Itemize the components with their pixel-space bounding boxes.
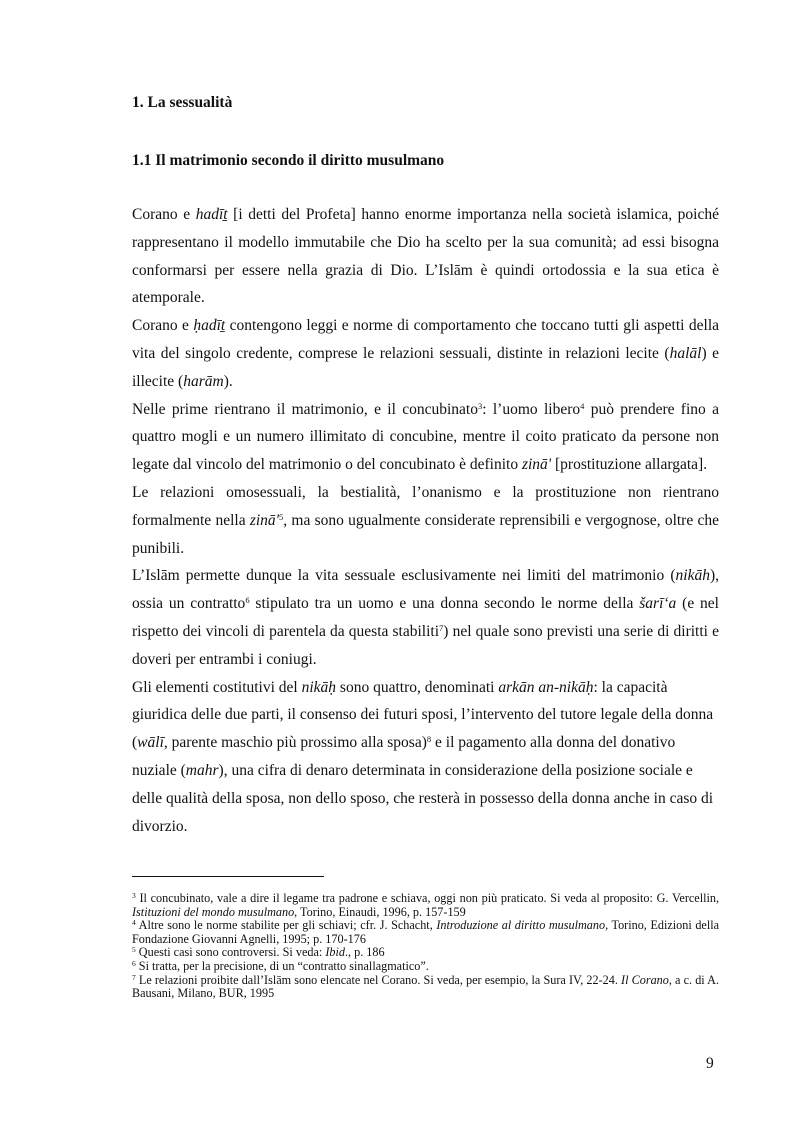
paragraph: Nelle prime rientrano il matrimonio, e il concubinato$^3$: l’uomo libero$^4$ può prendere fino a quattro mogli e un numero illimitato di concubine, mentre il coito praticato da persone non legate dal vincolo del matrimonio o del concubinato è definito zinā' [prostituzione allargata]. [132,400,719,474]
section-heading: 1. La sessualità [132,94,233,111]
footnote-ref: 8 [426,734,432,745]
footnote: $^3$ Il concubinato, vale a dire il legame tra padrone e schiava, oggi non più praticato. Si veda al proposito: G. Vercellin, Istituzioni del mondo musulmano, Torino, Einaudi, 1996, p. 157-159 [132,891,719,919]
body-text [132,201,719,840]
footnote-ref: 5 [279,511,284,522]
page-number: 9 [706,1055,714,1072]
paragraph: Corano e hadīṯ [i detti del Profeta] hanno enorme importanza nella società islamica, poiché rappresentano il modello immutabile che Dio ha scelto per la sua comunità; ad essi bisogna conformarsi per essere nella grazia di Dio. L’Islām è quindi ortodossia e la sua etica è atemporale. [132,206,719,307]
footnote-ref: 6 [245,595,250,606]
footnote-ref: 7 [439,622,444,633]
paragraph: Corano e ḥadīṯ contengono leggi e norme di comportamento che toccano tutti gli aspetti della vita del singolo credente, comprese le relazioni sessuali, distinte in relazioni lecite (halāl) e illecite (harām). [132,317,720,390]
subsection-heading: 1.1 Il matrimonio secondo il diritto musulmano [132,152,445,169]
footnote-ref: 3 [477,400,483,411]
footnote-divider [132,876,324,877]
paragraph: Gli elementi costitutivi del nikāḥ sono quattro, denominati arkān an-nikāḥ: la capacità giuridica delle due parti, il consenso dei futuri sposi, l’intervento del tutore legale della donna (wālī, parente maschio più prossimo alla sposa)$^8$ e il pagamento alla donna del donativo nuziale (mahr), una cifra di denaro determinata in considerazione della posizione sociale e delle qualità della sposa, non dello sposo, che resterà in possesso della donna anche in caso di divorzio. [132,678,714,835]
paragraph: L’Islām permette dunque la vita sessuale esclusivamente nei limiti del matrimonio (nikāh), ossia un contratto$^6$ stipulato tra un uomo e una donna secondo le norme della šarī‘a (e nel rispetto dei vincoli di parentela da questa stabiliti$^7$) nel quale sono previsti una serie di diritti e doveri per entrambi i coniugi. [132,567,719,668]
footnote: $^5$ Questi casi sono controversi. Si veda: Ibid., p. 186 [132,945,385,960]
paragraph: Le relazioni omosessuali, la bestialità, l’onanismo e la prostituzione non rientrano formalmente nella $zinā'^5$, ma sono ugualmente considerate reprensibili e vergognose, oltre che punibili. [132,483,719,557]
footnotes [132,892,719,1001]
footnote-ref: 4 [580,400,585,411]
footnote: $^7$ Le relazioni proibite dall’Islām sono elencate nel Corano. Si veda, per esempio, la Sura IV, 22-24. Il Corano, a c. di A. Bausani, Milano, BUR, 1995 [132,972,719,1001]
footnote: $^6$ Si tratta, per la precisione, di un “contratto sinallagmatico”. [132,958,429,973]
footnote: $^4$ Altre sono le norme stabilite per gli schiavi; cfr. J. Schacht, Introduzione al diritto musulmano, Torino, Edizioni della Fondazione Giovanni Agnelli, 1995; p. 170-176 [132,918,720,946]
